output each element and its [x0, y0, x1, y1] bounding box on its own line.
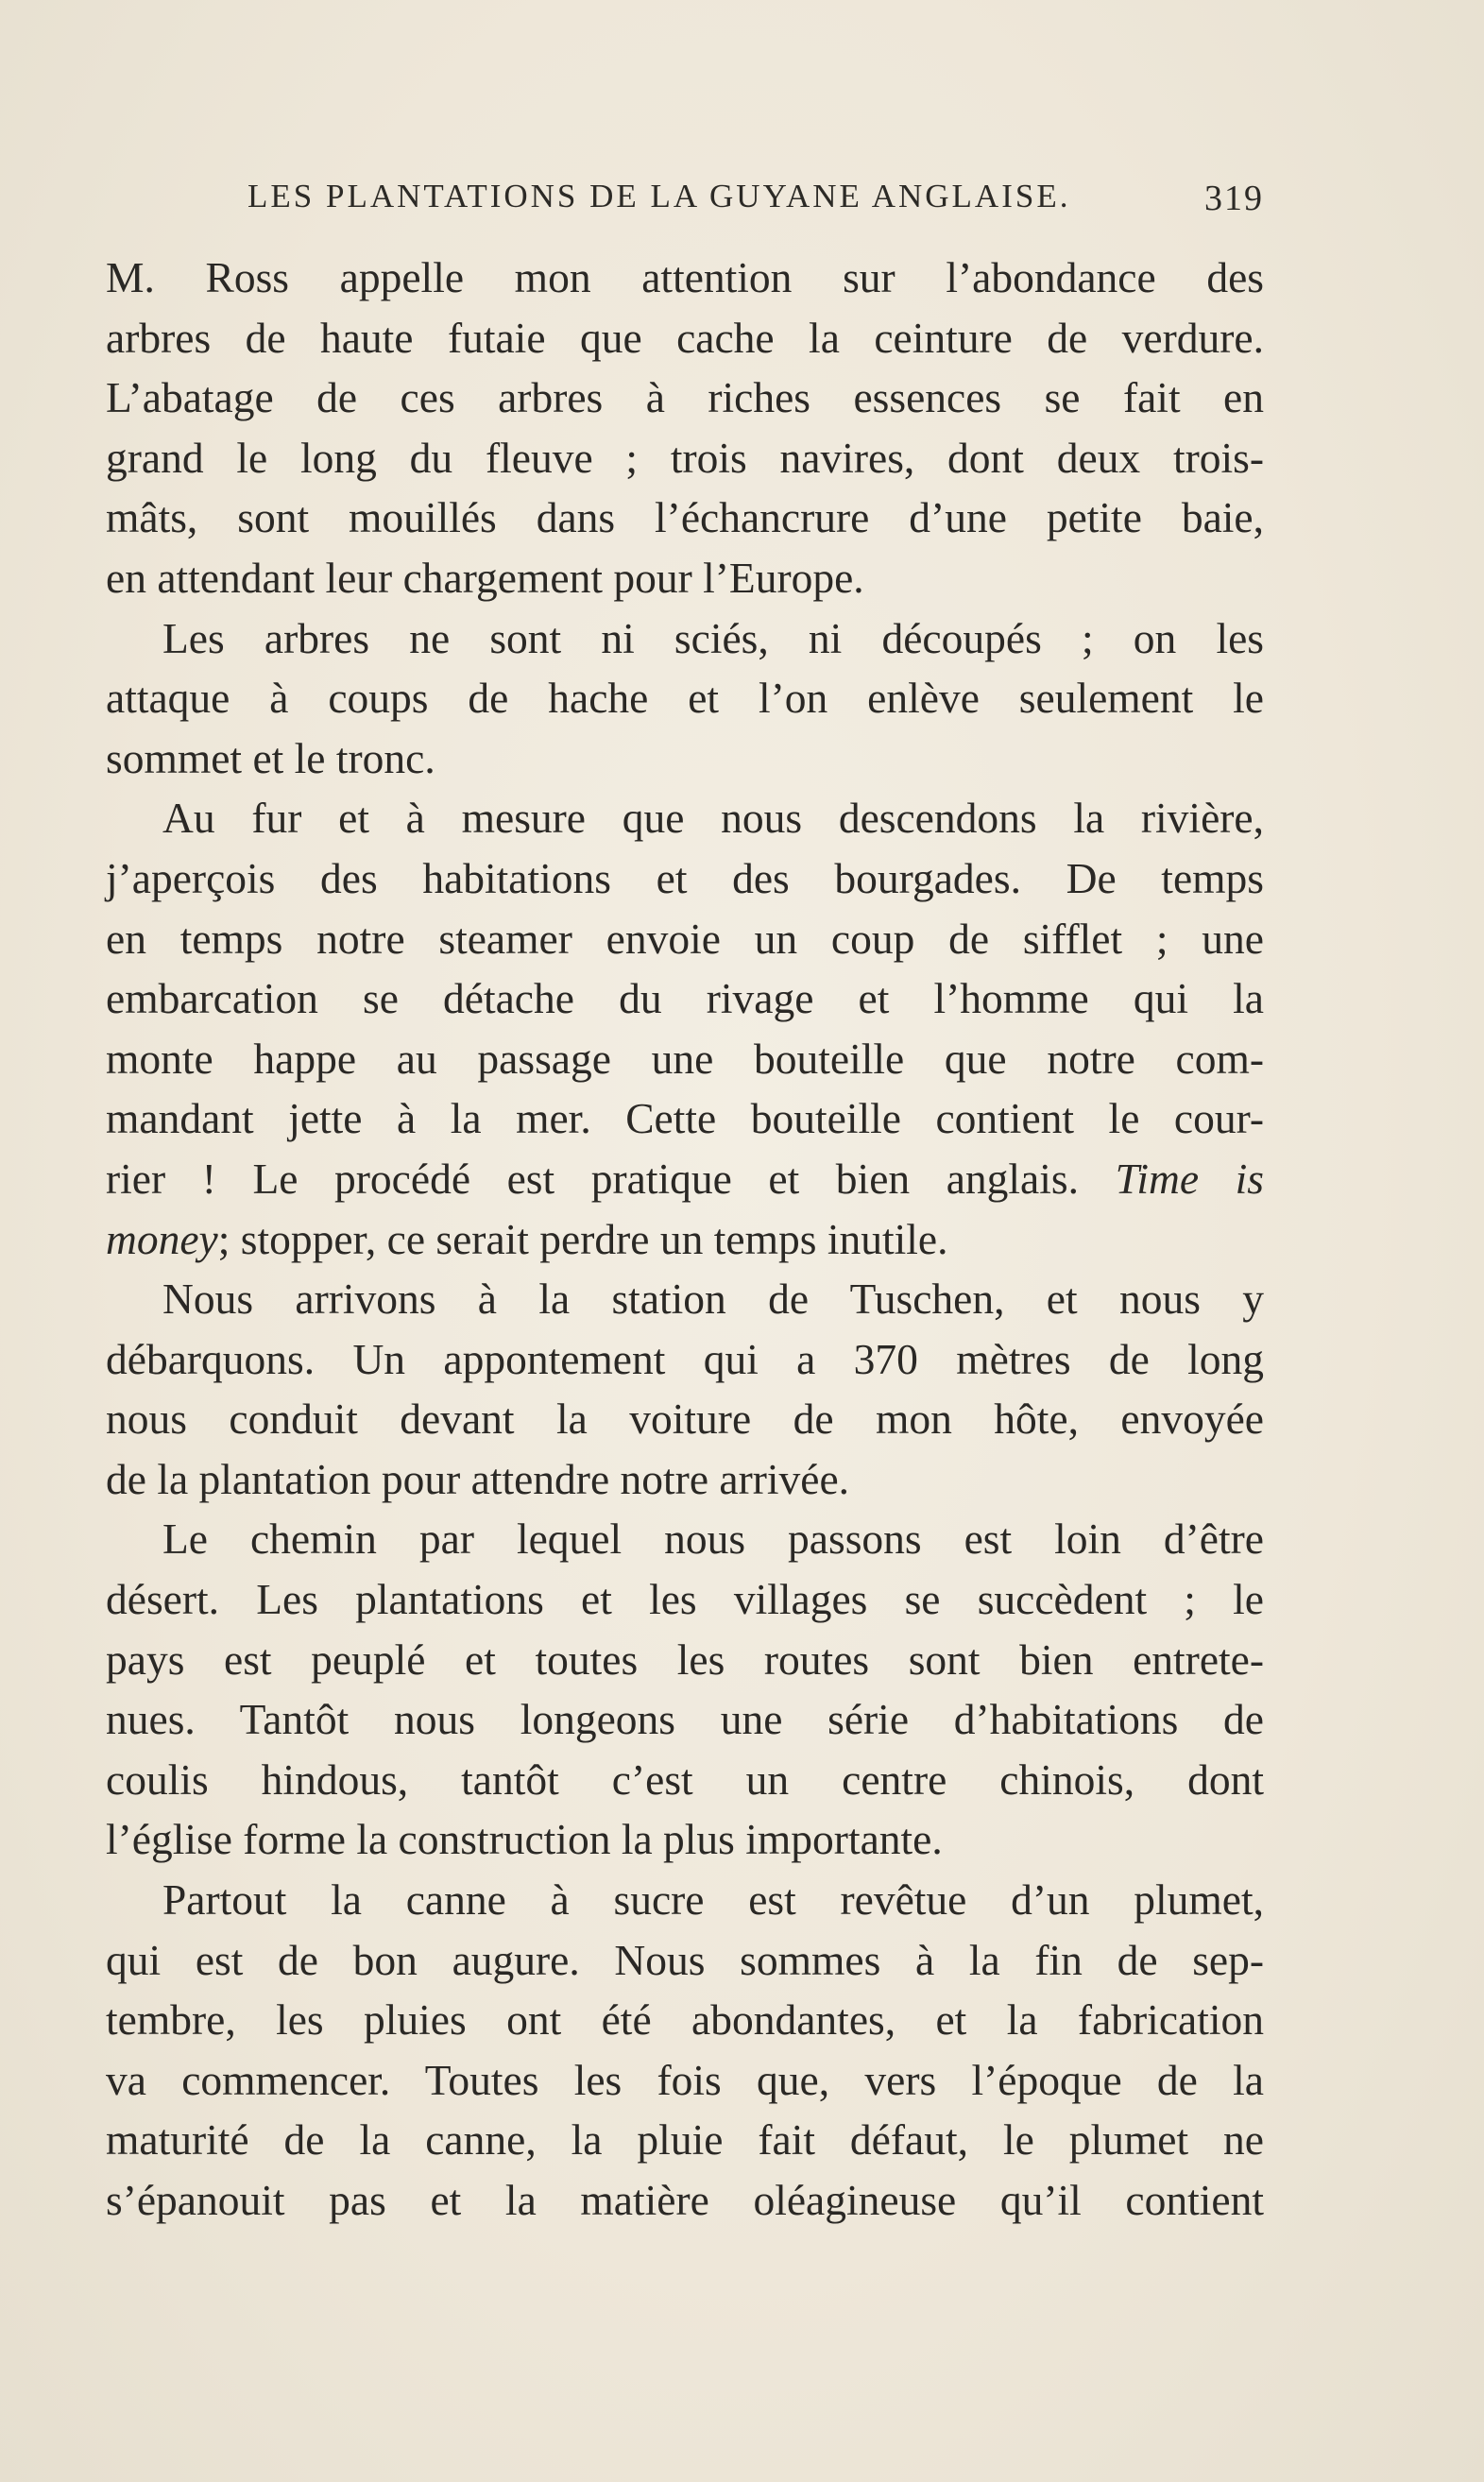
- text-line-segment: ; stopper, ce serait perdre un temps inutile.: [217, 1214, 948, 1263]
- text-line: pays est peuplé et toutes les routes sont bien entrete-: [106, 1635, 1264, 1684]
- text-line: tembre, les pluies ont été abondantes, et la fabrication: [106, 1995, 1264, 2045]
- text-line: en temps notre steamer envoie un coup de sifflet ; une: [106, 914, 1264, 963]
- text-line: Les arbres ne sont ni sciés, ni découpés ; on les: [162, 613, 1264, 662]
- text-line: sommet et le tronc.: [106, 733, 435, 782]
- text-line: s’épanouit pas et la matière oléagineuse qu’il contient: [106, 2176, 1264, 2224]
- text-line: attaque à coups de hache et l’on enlève seulement le: [106, 674, 1264, 723]
- text-line: [106, 1209, 1264, 1270]
- text-line: Nous arrivons à la station de Tuschen, et nous y: [162, 1275, 1264, 1324]
- text-line: va commencer. Toutes les fois que, vers l’époque de la: [106, 2055, 1264, 2104]
- text-line: Partout la canne à sucre est revêtue d’un plumet,: [162, 1875, 1264, 1925]
- text-line: Le chemin par lequel nous passons est loin d’être: [162, 1515, 1264, 1564]
- text-line: qui est de bon augure. Nous sommes à la fin de sep-: [106, 1935, 1264, 1984]
- text-line: L’abatage de ces arbres à riches essences se fait en: [106, 373, 1264, 422]
- text-line: mâts, sont mouillés dans l’échancrure d’une petite baie,: [106, 493, 1264, 542]
- text-line: mandant jette à la mer. Cette bouteille contient le cour-: [106, 1094, 1264, 1143]
- text-line: j’aperçois des habitations et des bourgades. De temps: [106, 853, 1264, 902]
- text-line: Au fur et à mesure que nous descendons la rivière,: [162, 794, 1264, 843]
- text-line: l’église forme la construction la plus importante.: [106, 1815, 943, 1864]
- text-line: maturité de la canne, la pluie fait défaut, le plumet ne: [106, 2115, 1264, 2165]
- text-line: monte happe au passage une bouteille que notre com-: [106, 1034, 1264, 1083]
- page-number: 319: [1204, 179, 1264, 218]
- text-line-segment: rier ! Le procédé est pratique et bien anglais.: [106, 1154, 1079, 1203]
- text-line: désert. Les plantations et les villages se succèdent ; le: [106, 1575, 1264, 1624]
- text-line: de la plantation pour attendre notre arrivée.: [106, 1454, 850, 1503]
- text-line: nues. Tantôt nous longeons une série d’habitations de: [106, 1695, 1264, 1744]
- text-line: nous conduit devant la voiture de mon hôte, envoyée: [106, 1395, 1264, 1444]
- body-text: [106, 248, 1264, 2231]
- text-line: embarcation se détache du rivage et l’homme qui la: [106, 974, 1264, 1023]
- text-line: arbres de haute futaie que cache la ceinture de verdure.: [106, 313, 1264, 362]
- text-line: débarquons. Un appontement qui a 370 mètres de long: [106, 1334, 1264, 1383]
- running-header: [247, 178, 1264, 225]
- text-line: M. Ross appelle mon attention sur l’abondance des: [106, 253, 1264, 301]
- text-line: grand le long du fleuve ; trois navires, dont deux trois-: [106, 433, 1264, 482]
- running-title: LES PLANTATIONS DE LA GUYANE ANGLAISE.: [247, 178, 1071, 214]
- italic-phrase: money: [106, 1214, 218, 1263]
- italic-phrase: Time is: [1115, 1154, 1264, 1203]
- text-line: en attendant leur chargement pour l’Europe.: [106, 553, 864, 602]
- text-line: [106, 1149, 1264, 1209]
- text-line: coulis hindous, tantôt c’est un centre chinois, dont: [106, 1755, 1264, 1804]
